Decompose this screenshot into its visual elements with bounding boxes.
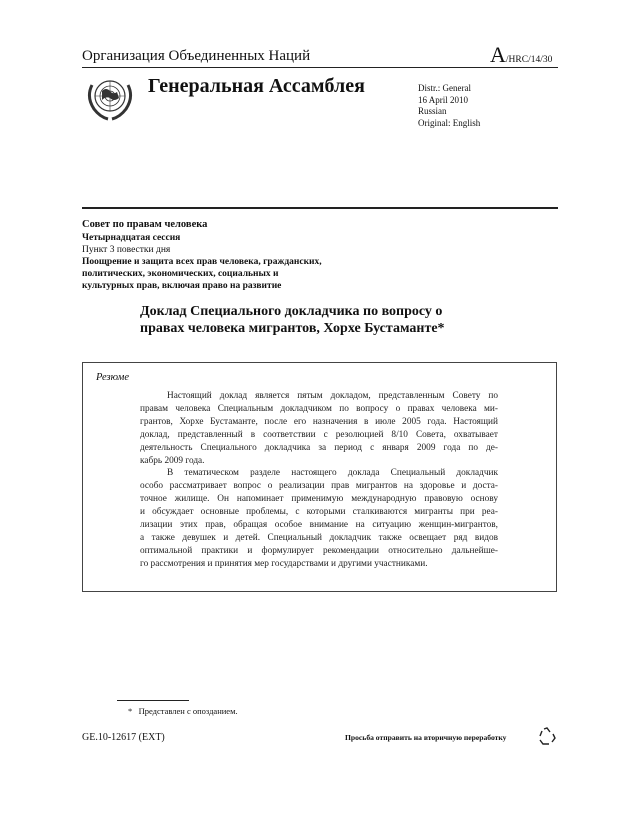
footnote-rule bbox=[117, 700, 189, 701]
distr-date: 16 April 2010 bbox=[418, 94, 469, 105]
para1-line: деятельность Специального докладчика за период с января 2009 года по де- bbox=[140, 443, 498, 453]
para2-line: оптимальной практики и формулирует рекомендации относительно дальнейше- bbox=[140, 546, 498, 556]
para2-line: и обсуждает основные проблемы, с которыми сталкиваются мигранты при реа- bbox=[140, 507, 498, 517]
organization-name: Организация Объединенных Наций bbox=[82, 48, 311, 64]
title-line: Доклад Специального докладчика по вопросу о bbox=[140, 304, 443, 319]
para1-line: правам человека Специальным докладчиком по вопросу о правах человека ми- bbox=[140, 404, 498, 414]
session-name: Четырнадцатая сессия bbox=[82, 233, 181, 243]
para2-line: а также девушек и детей. Специальный докладчик также освещает ряд видов bbox=[140, 533, 498, 543]
para2-line: особо рассматривает вопрос о реализации прав мигрантов на здоровье и доста- bbox=[140, 481, 498, 491]
thick-rule bbox=[82, 207, 558, 209]
para1-line: доклад, представленный в соответствии с резолюцией 8/10 Совета, охватывает bbox=[140, 430, 498, 440]
agenda-line: Поощрение и защита всех прав человека, гражданских, bbox=[82, 257, 322, 267]
report-title bbox=[140, 303, 445, 337]
agenda-line: политических, экономических, социальных и bbox=[82, 269, 279, 279]
document-code: GE.10-12617 (EXT) bbox=[82, 732, 165, 743]
footnote-mark: * bbox=[128, 706, 133, 716]
distr-line: Distr.: General bbox=[418, 83, 471, 93]
para1-line: грантов, Хорхе Бустаманте, после его назначения в июле 2005 года. Настоящий bbox=[140, 417, 498, 427]
agenda-line: культурных прав, включая право на развитие bbox=[82, 281, 282, 291]
recycle-notice: Просьба отправить на вторичную переработку bbox=[345, 733, 507, 742]
document-symbol bbox=[490, 42, 552, 68]
header-rule bbox=[82, 67, 558, 68]
para2-line: го рассмотрения и принятия мер государствами и другими участниками. bbox=[140, 559, 428, 569]
footnote-text: Представлен с опозданием. bbox=[138, 706, 238, 716]
distr-language: Russian bbox=[418, 106, 447, 116]
distribution-info bbox=[418, 83, 480, 129]
title-line: правах человека мигрантов, Хорхе Бустаманте* bbox=[140, 321, 445, 336]
recycle-icon bbox=[537, 726, 557, 746]
un-emblem-icon bbox=[84, 73, 136, 123]
para2-line: точное жилище. Он напоминает применимую международную правовую основу bbox=[140, 494, 498, 504]
symbol-letter: A bbox=[490, 42, 506, 67]
summary-heading: Резюме bbox=[96, 372, 130, 383]
para2-line: лизации этих прав, обращая особое внимание на ситуацию женщин-мигрантов, bbox=[140, 520, 498, 530]
symbol-rest: /HRC/14/30 bbox=[505, 55, 553, 65]
distr-original: Original: English bbox=[418, 117, 481, 128]
para2-line: В тематическом разделе настоящего доклада Специальный докладчик bbox=[167, 468, 498, 478]
agenda-item: Пункт 3 повестки дня bbox=[82, 245, 171, 255]
general-assembly-title: Генеральная Ассамблея bbox=[148, 75, 365, 97]
footnote bbox=[128, 706, 238, 716]
council-name: Совет по правам человека bbox=[82, 219, 208, 230]
para1-line: Настоящий доклад является пятым докладом, представленным Совету по bbox=[167, 391, 498, 401]
para1-line: кабрь 2009 года. bbox=[140, 456, 205, 466]
